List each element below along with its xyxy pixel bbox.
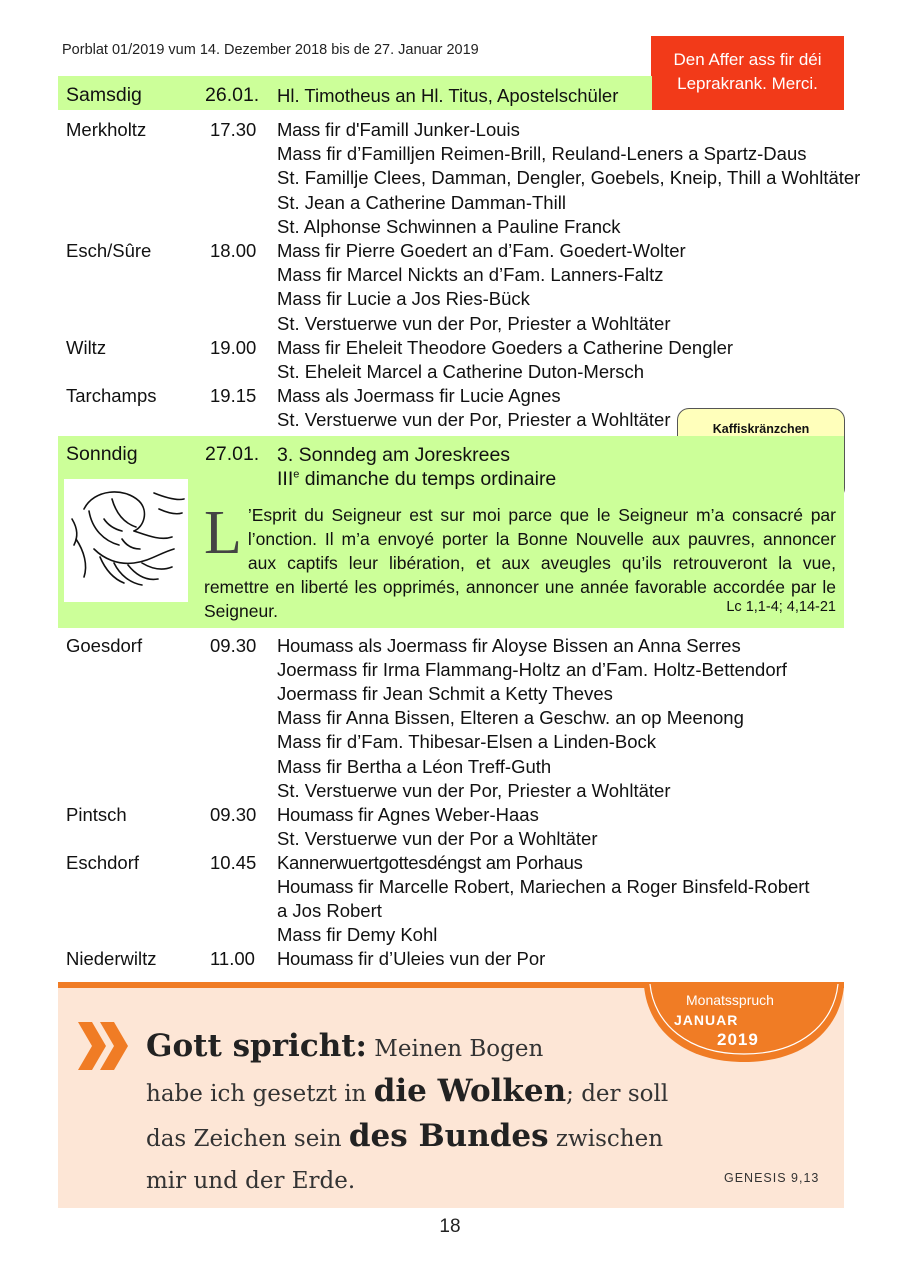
sunday-date: 27.01. [205,443,260,465]
schedule-time: 09.30 [210,635,257,656]
schedule-line [277,658,787,682]
saturday-date: 26.01. [205,84,260,106]
schedule-line [277,336,733,360]
schedule-time: 19.00 [210,336,257,358]
schedule-line [277,408,670,432]
schedule-line [277,682,613,706]
schedule-place: Esch/Sûre [66,240,152,261]
intention-text: St. Verstuerwe vun der Por, Priester a Wohltäter [277,409,671,431]
schedule-line [277,706,744,730]
intention-text: fir Pierre Goedert an d’Fam. Goedert-Wolter [320,240,686,261]
intention-text: als Joermass fir Aloyse Bissen an Anna Serres [353,635,741,656]
schedule-time: 17.30 [210,119,257,140]
schedule-line [277,827,597,851]
schedule-line [277,312,670,336]
intention-text: fir d’Uleies vun der Por [353,948,546,970]
verse-emphasis: die Wolken [373,1073,567,1109]
verse-line-1 [146,1025,668,1070]
mass-type: Mass [277,385,320,407]
schedule-line [277,239,686,263]
schedule-place: Tarchamps [66,385,157,407]
mass-type: Mass [277,240,320,261]
verse-emphasis: Gott spricht: [146,1028,367,1064]
offering-notice-line-2: Leprakrank. Merci. [677,74,818,93]
mass-type: Houmass [277,876,354,897]
schedule-line [277,142,807,166]
schedule-line [277,118,520,142]
gospel-body: ’Esprit du Seigneur est sur moi parce que le Seigneur m’a consacré par l’onction. Il m’a envoyé porter la Bonne Nouvelle aux pauvres, annoncer aux captifs leur libération, et aux aveugles qu’ils retrouveront la vue, remettre en liberté les opprimés, annoncer une année favorable accordée par le Seigneur. [204,505,836,621]
schedule-place: Niederwiltz [66,948,157,970]
sunday-title: 3. Sonndeg am Joreskrees [277,444,511,466]
mass-type: Mass [277,119,320,140]
schedule-line [277,803,539,827]
verse-source: GENESIS 9,13 [724,1171,820,1185]
schedule-place: Wiltz [66,336,107,358]
mass-type: Mass [277,336,320,358]
schedule-time: 19.15 [210,385,257,407]
intention-text: St. Verstuerwe vun der Por a Wohltäter [277,827,598,849]
schedule-line [277,384,561,408]
verse-emphasis: des Bundes [348,1118,549,1154]
verse-line-3 [146,1115,668,1160]
schedule-line [277,947,545,971]
schedule-line [277,287,530,311]
schedule-line [277,360,644,384]
page-number: 18 [439,1216,461,1237]
mass-type: Houmass [277,803,354,825]
schedule-place: Eschdorf [66,851,140,873]
intention-text: St. Eheleit Marcel a Catherine Duton-Mersch [277,361,645,382]
intention-text: Mass fir Demy Kohl [277,924,438,946]
intention-text: Mass fir Lucie a Jos Ries-Bück [277,288,530,310]
intention-text: Mass fir d’Fam. Thibesar-Elsen a Linden-Bock [277,731,657,753]
hands-drawing-icon [64,479,188,602]
schedule-line [277,923,437,947]
intention-text: fir Marcelle Robert, Mariechen a Roger Binsfeld-Robert [353,876,810,897]
verse-line-4: mir und der Erde. [146,1168,356,1194]
schedule-line [277,730,656,754]
badge-label: Monatsspruch [686,992,774,1008]
gospel-reference: Lc 1,1-4; 4,14-21 [726,599,836,615]
quote-chevrons-icon [76,1018,132,1074]
schedule-time: 11.00 [210,948,255,970]
intention-text: Joermass fir Irma Flammang-Holtz an d’Fam. Holtz-Bettendorf [277,659,787,681]
intention-text: fir Agnes Weber-Haas [353,803,539,825]
sunday-subtitle [277,467,556,491]
intention-text: Mass fir d’Familljen Reimen-Brill, Reuland-Leners a Spartz-Daus [277,143,807,165]
schedule-line [277,875,810,899]
verse-line-2 [146,1070,668,1115]
saturday-title: Hl. Timotheus an Hl. Titus, Apostelschüler [277,85,619,106]
schedule-line [277,634,741,658]
sunday-subtitle-numeral: III [277,468,294,490]
verse-text: habe ich gesetzt in [146,1081,374,1107]
schedule-line [277,851,583,875]
page-header: Porblat 01/2019 vum 14. Dezember 2018 bis de 27. Januar 2019 [62,42,479,58]
intention-text: als Joermass fir Lucie Agnes [320,385,561,407]
verse-text: Meinen Bogen [367,1036,544,1062]
intention-text: Mass fir Marcel Nickts an d’Fam. Lanners-Faltz [277,264,664,286]
gospel-dropcap: L [204,499,242,567]
sunday-subtitle-rest: dimanche du temps ordinaire [299,468,557,490]
verse-text: ; der soll [566,1081,669,1107]
badge-year: 2019 [717,1030,759,1049]
schedule-time: 09.30 [210,803,257,825]
badge-month: JANUAR [674,1012,739,1028]
schedule-line [277,166,860,190]
intention-text: Joermass fir Jean Schmit a Ketty Theves [277,683,613,705]
verse-text: zwischen [548,1126,664,1152]
schedule-line [277,215,621,239]
intention-text: St. Alphonse Schwinnen a Pauline Franck [277,215,621,237]
intention-text: St. Verstuerwe vun der Por, Priester a Wohltäter [277,779,671,801]
intention-text: Mass fir Bertha a Léon Treff-Guth [277,755,552,777]
schedule-time: 10.45 [210,851,257,873]
schedule-line [277,263,664,287]
schedule-place: Pintsch [66,803,127,825]
event-notice-line: Kaffiskränzchen [712,422,810,436]
offering-notice [651,36,844,110]
saturday-day: Samsdig [66,84,142,106]
intention-text: Mass fir Anna Bissen, Elteren a Geschw. an op Meenong [277,707,744,729]
monthly-verse [146,1025,668,1202]
mass-type: Kannerwuertgottesdéngst am Porhaus [277,851,583,873]
intention-text: fir Eheleit Theodore Goeders a Catherine Dengler [320,336,734,358]
mass-type: Houmass [277,948,354,970]
mass-type: Houmass [277,635,354,656]
schedule-line [277,191,566,215]
schedule-line [277,779,670,803]
offering-notice-line-1: Den Affer ass fir déi [673,50,822,69]
schedule-line [277,899,382,923]
schedule-place: Merkholtz [66,119,147,140]
schedule-time: 18.00 [210,240,257,261]
intention-text: St. Jean a Catherine Damman-Thill [277,191,566,213]
sunday-day: Sonndig [66,443,138,465]
schedule-line [277,755,551,779]
intention-text: St. Verstuerwe vun der Por, Priester a Wohltäter [277,312,671,334]
verse-text: das Zeichen sein [146,1126,349,1152]
sunday-subtitle-sup: e [293,468,300,481]
schedule-place: Goesdorf [66,635,143,656]
intention-text: a Jos Robert [277,900,382,922]
intention-text: St. Famillje Clees, Damman, Dengler, Goebels, Kneip, Thill a Wohltäter [277,167,861,189]
hands-illustration [64,479,188,602]
intention-text: fir d'Famill Junker-Louis [320,119,520,140]
